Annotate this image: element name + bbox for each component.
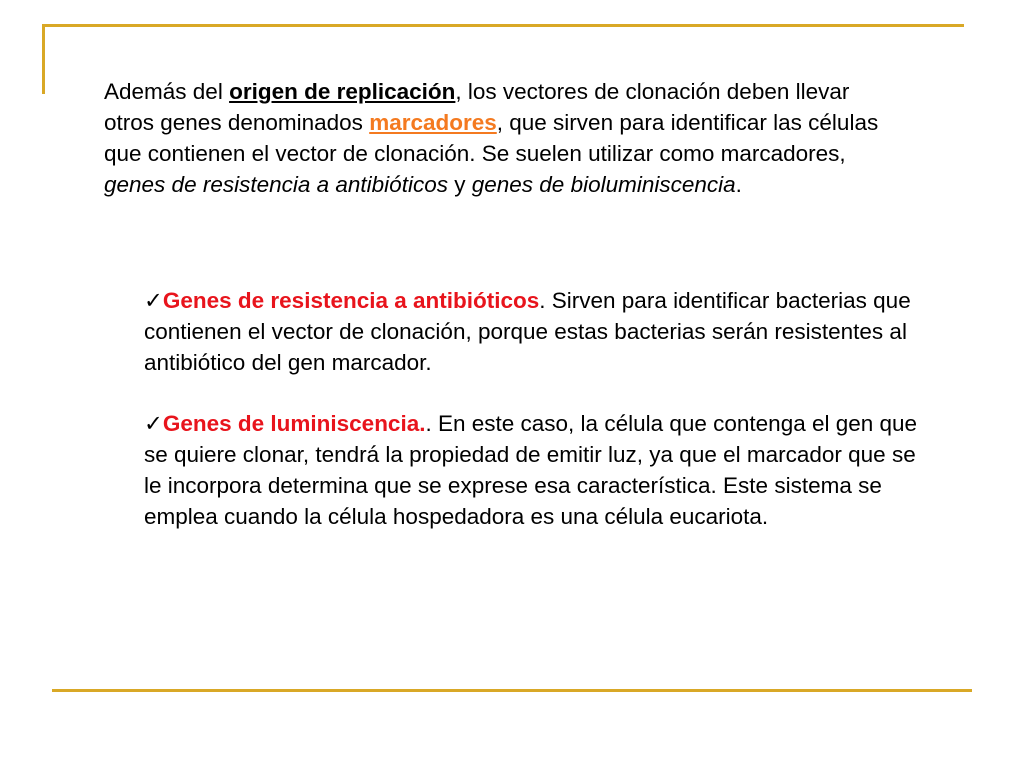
term-origen-de-replicacion: origen de replicación	[229, 79, 456, 104]
bullet-luminiscencia	[144, 408, 934, 532]
bullet-heading-resistencia: Genes de resistencia a antibióticos	[162, 288, 540, 313]
italic-bioluminiscencia: genes de bioluminiscencia	[471, 172, 736, 197]
intro-text-2: , los vectores de clonación deben llevar otros genes denominados	[104, 79, 850, 135]
bullet-heading-luminiscencia: Genes de luminiscencia.	[162, 411, 426, 436]
intro-text-5: .	[735, 172, 742, 197]
intro-text-4: y	[447, 172, 472, 197]
left-rule	[42, 24, 45, 94]
italic-resistencia: genes de resistencia a antibióticos	[104, 172, 448, 197]
bullet-body-resistencia: . Sirven para identificar bacterias que contienen el vector de clonación, porque estas bacterias serán resistentes al antibiótico del gen marcador.	[144, 288, 911, 375]
intro-text-3: , que sirven para identificar las células que contienen el vector de clonación. Se suelen utilizar como marcadores,	[104, 110, 879, 166]
term-marcadores: marcadores	[369, 110, 497, 135]
bullet-resistencia	[144, 285, 934, 378]
check-icon: ✓	[144, 411, 163, 436]
check-icon: ✓	[144, 288, 163, 313]
bottom-rule	[52, 689, 972, 692]
bullet-body-luminiscencia: . En este caso, la célula que contenga el gen que se quiere clonar, tendrá la propiedad de emitir luz, ya que el marcador que se le incorpora determina que se exprese esa característica. Este sistema se emplea cuando la célula hospedadora es una célula eucariota.	[144, 411, 918, 529]
intro-text-1: Además del	[104, 79, 230, 104]
top-rule	[42, 24, 964, 27]
intro-paragraph	[104, 76, 904, 200]
